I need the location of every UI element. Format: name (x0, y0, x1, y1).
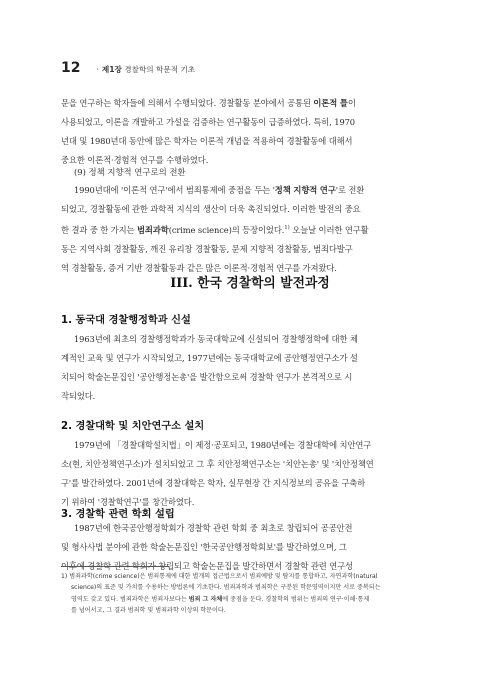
text-line: 역 경찰활동, 증거 기반 경찰활동과 같은 많은 이론적·경험적 연구를 가져왔다. (61, 262, 337, 273)
footnote-divider (61, 566, 169, 567)
bold-term: 정책 지향적 연구 (274, 185, 336, 195)
section-title: III. 한국 경찰학의 발전과정 (170, 276, 330, 291)
paragraph-police-university (61, 436, 453, 512)
bold-term: 범죄 그 자체 (188, 595, 223, 603)
text-line: 치되어 학술논문집인 '공안행정논총'을 발간함으로써 경찰학 연구가 본격적으로 시 (61, 372, 353, 382)
text-line: 년대 및 1980년대 동안에 많은 학자는 이론적 개념을 적용하여 경찰활동에 대해서 (61, 136, 353, 146)
footnote-line: science)의 표준 및 가치를 수용하는 방법론에 기초한다. 범죄과학과 범죄학은 구분된 학문영역이지만 서로 중복되는 (71, 584, 381, 592)
heading-academic-society: 3. 경찰학 관련 학회 설립 (61, 509, 175, 520)
text-line: 소(현, 치안정책연구소)가 설치되었고 그 후 치안정책연구소는 '치안논총' 및 '치안정책연 (61, 459, 374, 469)
text-line: 중요한 이론적·경험적 연구를 수행하였다. (61, 155, 209, 165)
chapter-number: 제1장 (101, 65, 122, 74)
text-line: 1987년에 한국공안행정학회가 경찰학 관련 학회 중 최초로 창립되어 공공안전 (74, 523, 353, 533)
bold-term: 이론적 틀 (313, 98, 348, 108)
paragraph-dongguk (61, 330, 453, 406)
chapter-label (96, 64, 195, 75)
heading-police-university: 2. 경찰대학 및 치안연구소 설치 (61, 421, 205, 432)
header-dot: · (96, 65, 99, 74)
footnote-line: 영역도 갖고 있다. 범죄과학은 범죄자보다는 (71, 595, 189, 603)
footnote-line: 1) 범죄과학(crime science)은 범죄통제에 대한 별개의 접근법으로서 범죄예방 및 탐지를 통합하고, 자연과학(natural (61, 573, 378, 580)
text-line: 동은 지역사회 경찰활동, 깨진 유리창 경찰활동, 문제 지향적 경찰활동, 범죄다발구 (61, 243, 353, 254)
text-line: 구'를 발간하였다. 2001년에 경찰대학은 학자, 실무현장 간 지식정보의 공유을 구축하 (61, 478, 366, 488)
text-line: 되었고, 경찰활동에 관한 과학적 지식의 생산이 더욱 촉진되었다. 이러한 발전의 중요 (61, 204, 361, 214)
text-line: 문을 연구하는 학자들에 의해서 수행되었다. 경찰활동 분야에서 공통된 (61, 98, 314, 108)
text-line: 계적인 교육 및 연구가 시작되었고, 1977년에는 동국대학교에 공안행정연구소가 설 (61, 353, 358, 363)
paragraph-academic-society (61, 519, 453, 576)
text-line: 사용되었고, 이론을 개발하고 가설을 검증하는 연구활동이 급증하였다. 특히, 1970 (61, 117, 355, 127)
footnote-line: 에 중점을 둔다. 경찰학의 범위는 범죄의 연구·이해·통제 (222, 595, 370, 603)
page-number: 12 (61, 60, 81, 76)
text-line: 1979년에 「경찰대학설치법」이 제정·공포되고, 1980년에는 경찰대학에 치안연구 (74, 440, 372, 450)
bold-term: 범죄과학 (137, 224, 169, 235)
paragraph-policy (61, 181, 453, 278)
text-line: 이후에 경찰학 관련 학회가 창립되고 학술논문집을 발간하면서 경찰학 관련 연구성 (61, 561, 353, 571)
running-header (61, 60, 195, 76)
footnote-ref[interactable]: 1) (284, 225, 290, 231)
heading-dongguk: 1. 동국대 경찰행정학과 신설 (61, 315, 191, 326)
footnote (61, 571, 453, 617)
text-line: 이 (347, 98, 356, 108)
footnote-line: 를 넘어서고, 그 결과 범죄학 및 범죄과학 이상의 학문이다. (71, 607, 226, 615)
subheading-policy: (9) 정책 지향적 연구로의 전환 (74, 167, 186, 177)
chapter-title: 경찰학의 학문적 기초 (124, 65, 196, 74)
text-line: 작되었다. (61, 391, 96, 401)
text-line: '로 전환 (335, 185, 365, 195)
paragraph-theory (61, 94, 453, 170)
text-line: (crime science)의 등장이었다. (168, 224, 285, 235)
text-line: 및 형사사법 분야에 관한 학술논문집인 '한국공안행정학회보'를 발간하였으며, 그 (61, 542, 347, 552)
text-line: 1963년에 최초의 경찰행정학과가 동국대학교에 신설되어 경찰행정학에 대한 체 (74, 334, 358, 344)
text-line: 오늘날 이러한 연구활 (289, 224, 369, 235)
text-line: 한 결과 중 한 가지는 (61, 224, 138, 235)
text-line: 1990년대에 '이론적 연구'에서 범죄통제에 중점을 두는 ' (74, 185, 275, 195)
text-line: 기 위하여 '경찰학연구'를 창간하였다. (61, 497, 195, 507)
